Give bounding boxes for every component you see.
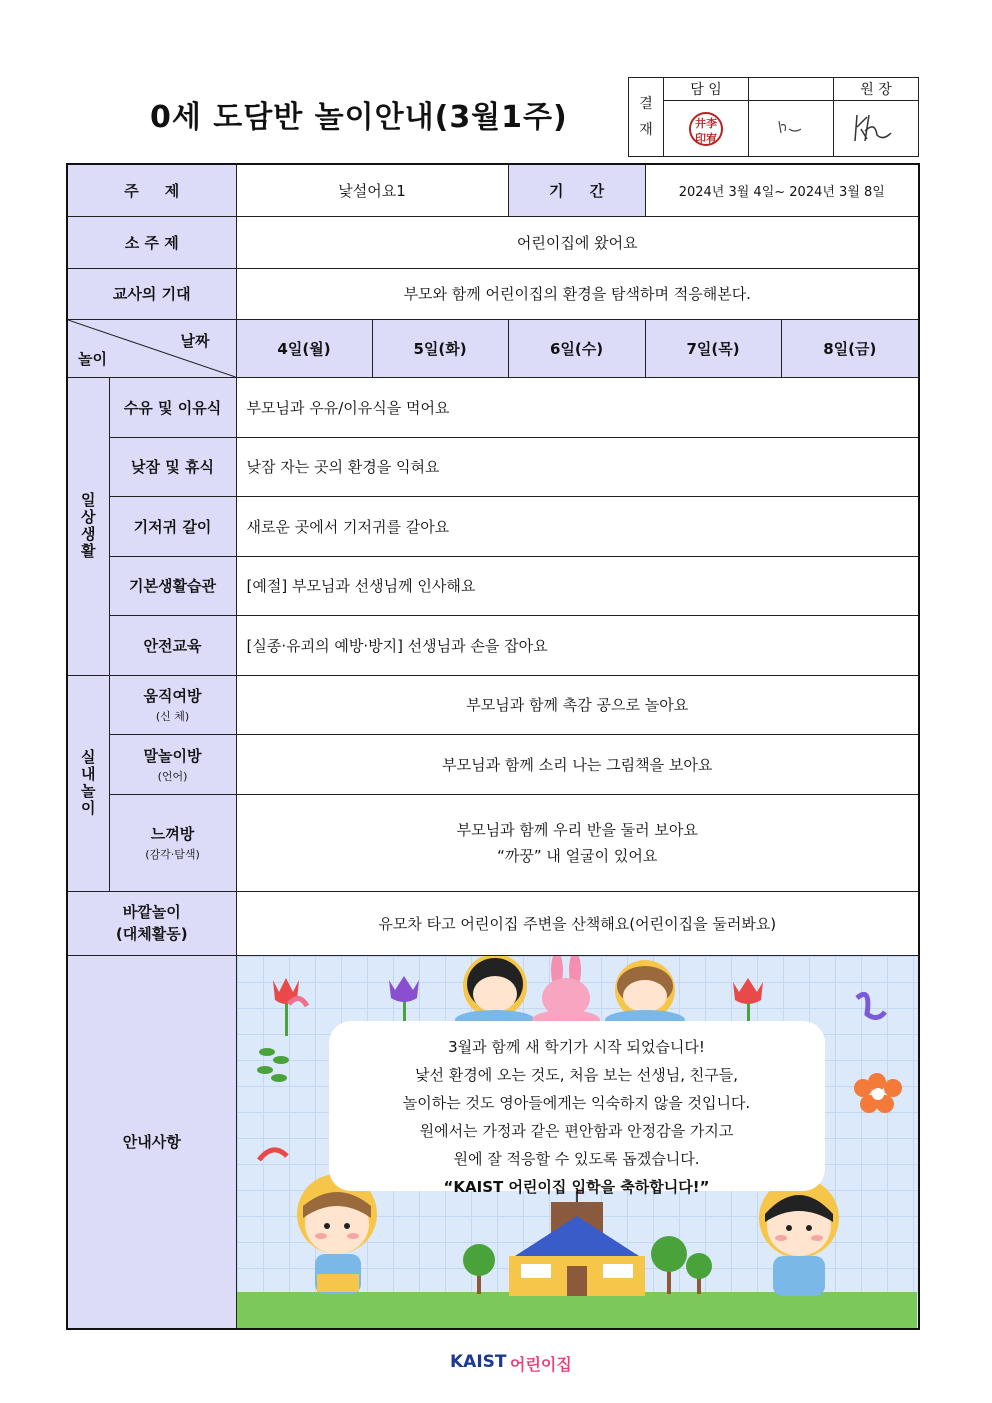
logo-daycare-text: 어린이집	[510, 1355, 572, 1374]
notice-line: 놀이하는 것도 영아들에게는 익숙하지 않을 것입니다.	[402, 1093, 751, 1112]
subtheme-label: 소 주 제	[67, 216, 236, 268]
day-header-tue: 5일(화)	[372, 319, 508, 377]
subtheme-value: 어린이집에 왔어요	[236, 216, 919, 268]
notice-banner-cell	[236, 955, 919, 1329]
day-header-mon: 4일(월)	[236, 319, 372, 377]
indoor-value-line1: 부모님과 함께 우리 반을 둘러 보아요	[456, 820, 698, 839]
notice-line: 원에서는 가정과 같은 편안함과 안정감을 가지고	[419, 1121, 734, 1140]
indoor-label-sub: (감각·탐색)	[145, 848, 200, 861]
daily-row-value: 새로운 곳에서 기저귀를 갈아요	[236, 496, 919, 556]
kid-head-black-hair-icon	[455, 956, 535, 1030]
daily-row-label: 기본생활습관	[109, 556, 236, 615]
daily-life-group-label	[67, 377, 109, 675]
bunny-toy-icon	[532, 956, 600, 1030]
tulip-purple-icon	[389, 976, 419, 1021]
outdoor-label-line1: 바깥놀이	[122, 903, 181, 921]
approval-label	[629, 78, 664, 157]
indoor-label-sub: (신 체)	[155, 710, 190, 723]
indoor-play-group-label	[67, 675, 109, 891]
daily-row-value: 부모님과 우유/이유식을 먹어요	[236, 377, 919, 437]
assistant-signature-cell	[749, 101, 834, 157]
welcome-message-card	[329, 1021, 825, 1196]
orange-flower-icon	[854, 1073, 902, 1113]
notice-line: 3월과 함께 새 학기가 시작 되었습니다!	[448, 1037, 705, 1056]
theme-value: 낯설어요1	[236, 164, 508, 216]
ribbon-purple-icon	[857, 994, 885, 1017]
weekly-plan-table	[66, 163, 920, 1330]
director-header: 원 장	[834, 78, 919, 101]
indoor-row-label	[109, 675, 236, 734]
day-header-fri: 8일(금)	[781, 319, 919, 377]
indoor-label-main: 말놀이방	[143, 746, 202, 765]
day-header-wed: 6일(수)	[508, 319, 645, 377]
day-corner-header	[67, 319, 236, 377]
teacher-seal-stamp	[689, 112, 723, 146]
kid-head-brown-hair-icon	[605, 960, 685, 1030]
indoor-row-label	[109, 734, 236, 794]
theme-label: 주 제	[67, 164, 236, 216]
ribbon-pink-icon	[289, 998, 307, 1006]
corner-play-label: 놀이	[78, 349, 107, 368]
approval-label-text: 결 재	[639, 96, 653, 138]
indoor-row-value	[236, 794, 919, 891]
ribbon-red-icon	[259, 1150, 287, 1160]
corner-date-label: 날짜	[180, 331, 210, 350]
director-signature-mark	[851, 107, 901, 147]
period-label: 기 간	[508, 164, 645, 216]
notice-line: 원에 잘 적응할 수 있도록 돕겠습니다.	[453, 1149, 700, 1168]
assistant-header	[749, 78, 834, 101]
indoor-row-value: 부모님과 함께 소리 나는 그림책을 보아요	[236, 734, 919, 794]
approval-box	[628, 77, 919, 157]
indoor-row-value: 부모님과 함께 촉감 공으로 놀아요	[236, 675, 919, 734]
daily-row-label: 기저귀 갈이	[109, 496, 236, 556]
logo-kaist-text: KAIST	[450, 1352, 507, 1372]
indoor-value-line2: “까꿍” 내 얼굴이 있어요	[497, 846, 658, 865]
notice-label: 안내사항	[67, 955, 236, 1329]
daily-row-value: 낮잠 자는 곳의 환경을 익혀요	[236, 437, 919, 496]
signature-mark	[771, 115, 811, 139]
indoor-play-text: 실내놀이	[78, 749, 97, 817]
indoor-label-sub: (언어)	[157, 769, 188, 783]
outdoor-label-line2: (대체활동)	[115, 925, 188, 943]
notice-closing: “KAIST 어린이집 입학을 축하합니다!”	[443, 1177, 710, 1196]
tulip-right-icon	[733, 978, 763, 1021]
day-header-thu: 7일(목)	[645, 319, 781, 377]
welcome-banner	[237, 956, 919, 1328]
director-signature-cell	[834, 101, 919, 157]
notice-line: 낯선 환경에 오는 것도, 처음 보는 선생님, 친구들,	[415, 1065, 738, 1084]
indoor-row-label	[109, 794, 236, 891]
tulip-left-icon	[273, 978, 299, 1036]
leaf-branch-icon	[257, 1048, 289, 1082]
kaist-daycare-logo	[450, 1346, 580, 1382]
teacher-stamp-cell	[664, 101, 749, 157]
grass-strip	[237, 1292, 917, 1328]
daily-life-text: 일상생활	[78, 492, 97, 560]
daily-row-label: 안전교육	[109, 615, 236, 675]
daily-row-value: [예절] 부모님과 선생님께 인사해요	[236, 556, 919, 615]
outdoor-value: 유모차 타고 어린이집 주변을 산책해요(어린이집을 둘러봐요)	[236, 891, 919, 955]
outdoor-label	[67, 891, 236, 955]
period-value: 2024년 3월 4일~ 2024년 3월 8일	[645, 164, 919, 216]
expectation-label: 교사의 기대	[67, 268, 236, 319]
expectation-value: 부모와 함께 어린이집의 환경을 탐색하며 적응해본다.	[236, 268, 919, 319]
daily-row-label: 낮잠 및 휴식	[109, 437, 236, 496]
daily-row-value: [실종·유괴의 예방·방지] 선생님과 손을 잡아요	[236, 615, 919, 675]
page-title: 0세 도담반 놀이안내(3월1주)	[150, 100, 568, 135]
indoor-label-main: 움직여방	[143, 687, 202, 705]
seal-text: 井李 印宥	[695, 116, 717, 145]
daily-row-label: 수유 및 이유식	[109, 377, 236, 437]
indoor-label-main: 느껴방	[150, 825, 195, 843]
teacher-header: 담 임	[664, 78, 749, 101]
